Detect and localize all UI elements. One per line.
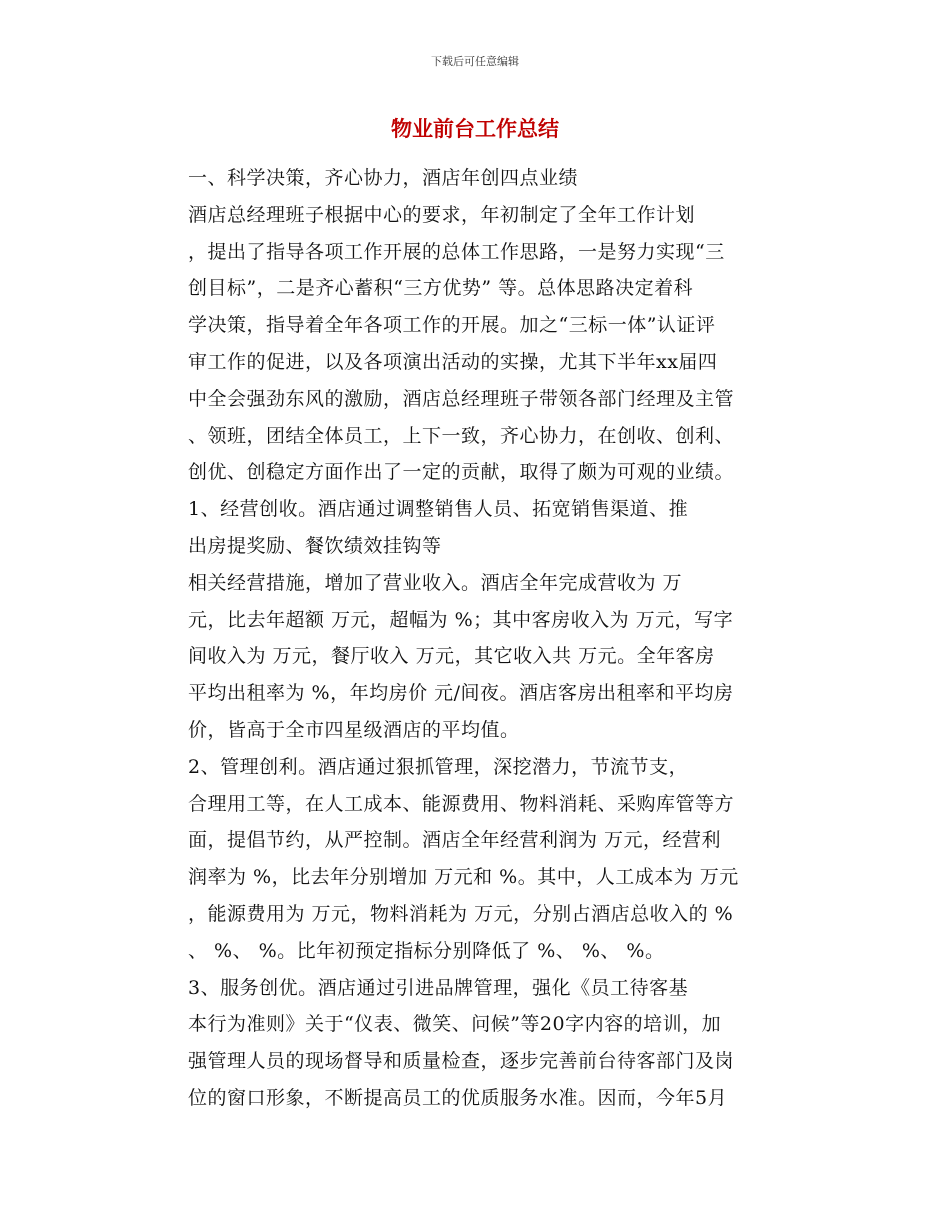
- text-line: 学决策，指导着全年各项工作的开展。加之“三标一体”认证评: [188, 314, 716, 337]
- text-line: 强管理人员的现场督导和质量检查，逐步完善前台待客部门及岗: [188, 1050, 735, 1073]
- text-line: 一、科学决策，齐心协力，酒店年创四点业绩: [188, 167, 579, 189]
- text-line: 1、经营创收。酒店通过调整销售人员、拓宽销售渠道、推: [188, 498, 689, 521]
- text-line: 相关经营措施，增加了营业收入。酒店全年完成营收为 万: [188, 571, 683, 594]
- text-line: 出房提奖励、餐饮绩效挂钩等: [188, 534, 442, 557]
- text-line: 3、服务创优。酒店通过引进品牌管理，强化《员工待客基: [188, 976, 689, 999]
- text-line: 、 %、 %。比年初预定指标分别降低了 %、 %、 %。: [188, 939, 665, 962]
- text-line: 中全会强劲东风的激励，酒店总经理班子带领各部门经理及主管: [188, 387, 735, 410]
- text-line: 本行为准则》关于“仪表、微笑、问候”等20字内容的培训，加: [188, 1013, 722, 1036]
- text-line: 价，皆高于全市四星级酒店的平均值。: [188, 718, 520, 741]
- text-line: 平均出租率为 %，年均房价 元/间夜。酒店客房出租率和平均房: [188, 682, 734, 705]
- text-line: 合理用工等，在人工成本、能源费用、物料消耗、采购库管等方: [188, 792, 735, 815]
- text-line: 间收入为 万元，餐厅收入 万元，其它收入共 万元。全年客房: [188, 645, 715, 668]
- text-line: 面，提倡节约，从严控制。酒店全年经营利润为 万元，经营利: [188, 829, 722, 852]
- text-line: 酒店总经理班子根据中心的要求，年初制定了全年工作计划: [188, 203, 696, 226]
- text-line: 、领班，团结全体员工，上下一致，齐心协力，在创收、创利、: [188, 424, 735, 447]
- text-line: ，提出了指导各项工作开展的总体工作思路，一是努力实现“三: [188, 240, 725, 263]
- header-note: 下载后可任意编辑: [431, 55, 519, 68]
- document-body: [188, 160, 808, 1117]
- text-line: 元，比去年超额 万元，超幅为 %；其中客房收入为 万元，写字: [188, 608, 734, 631]
- text-line: ，能源费用为 万元，物料消耗为 万元，分别占酒店总收入的 %: [188, 902, 734, 925]
- document-title: 物业前台工作总结: [391, 117, 559, 141]
- text-line: 2、管理创利。酒店通过狠抓管理，深挖潜力，节流节支，: [188, 755, 689, 778]
- text-line: 润率为 %，比去年分别增加 万元和 %。其中，人工成本为 万元: [188, 866, 739, 889]
- text-line: 创目标”，二是齐心蓄积“三方优势” 等。总体思路决定着科: [188, 277, 694, 300]
- text-line: 审工作的促进，以及各项演出活动的实操，尤其下半年xx届四: [188, 350, 718, 373]
- text-line: 创优、创稳定方面作出了一定的贡献，取得了颇为可观的业绩。: [188, 461, 735, 484]
- text-line: 位的窗口形象，不断提高员工的优质服务水准。因而，今年5月: [188, 1086, 728, 1109]
